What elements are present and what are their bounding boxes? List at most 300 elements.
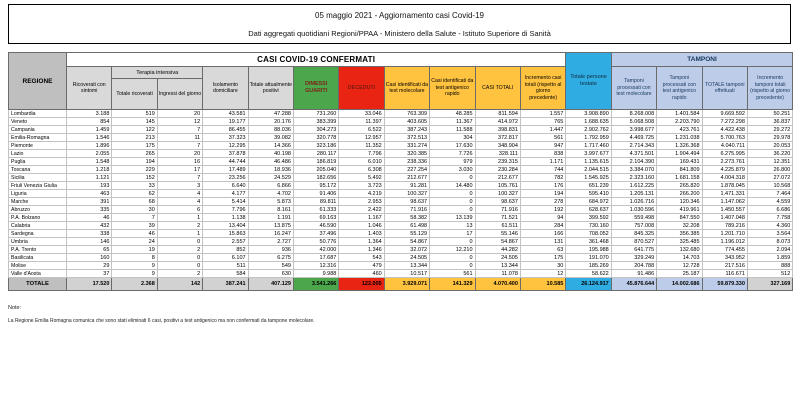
value-cell: 3: [157, 182, 202, 190]
value-cell: 50.251: [747, 110, 792, 118]
value-cell: 48.285: [430, 110, 475, 118]
value-cell: 204.788: [611, 262, 656, 270]
value-cell: 50.776: [293, 238, 338, 246]
value-cell: 1.450.557: [702, 206, 747, 214]
value-cell: 69.163: [293, 214, 338, 222]
value-cell: 166: [520, 230, 565, 238]
value-cell: 391: [67, 198, 112, 206]
value-cell: 20.176: [248, 118, 293, 126]
value-cell: 1.205.131: [611, 190, 656, 198]
value-cell: 2.273.761: [702, 158, 747, 166]
value-cell: 55.146: [475, 230, 520, 238]
total-value-cell: 122.005: [339, 278, 384, 291]
value-cell: 372.817: [475, 134, 520, 142]
value-cell: 212.677: [384, 174, 429, 182]
value-cell: 33.046: [339, 110, 384, 118]
value-cell: 58.382: [384, 214, 429, 222]
value-cell: 651.239: [566, 182, 611, 190]
value-cell: 227.254: [384, 166, 429, 174]
value-cell: 708.052: [566, 230, 611, 238]
table-row: [9, 206, 793, 214]
value-cell: 559.498: [611, 214, 656, 222]
value-cell: 36.837: [747, 118, 792, 126]
value-cell: 8: [112, 254, 157, 262]
value-cell: 39.082: [248, 134, 293, 142]
value-cell: 4.219: [339, 190, 384, 198]
value-cell: 3.188: [67, 110, 112, 118]
value-cell: 304: [430, 134, 475, 142]
region-name: Campania: [9, 126, 67, 134]
value-cell: 12.351: [747, 158, 792, 166]
value-cell: 789.216: [702, 222, 747, 230]
value-cell: 774.455: [702, 246, 747, 254]
value-cell: 1.326.368: [657, 142, 702, 150]
value-cell: 641.775: [611, 246, 656, 254]
table-row: [9, 174, 793, 182]
value-cell: 1.407.048: [702, 214, 747, 222]
value-cell: 20: [157, 110, 202, 118]
value-cell: 6.275: [248, 254, 293, 262]
value-cell: 176: [520, 182, 565, 190]
value-cell: 266.200: [657, 190, 702, 198]
header-tamponi-group: TAMPONI: [611, 53, 793, 67]
total-value-cell: 141.329: [430, 278, 475, 291]
value-cell: 3.564: [747, 230, 792, 238]
value-cell: 65: [67, 246, 112, 254]
table-row: [9, 182, 793, 190]
value-cell: 7.272.298: [702, 118, 747, 126]
value-cell: 852: [203, 246, 248, 254]
total-value-cell: 3.541.266: [293, 278, 338, 291]
total-value-cell: 387.241: [203, 278, 248, 291]
note-label: Note:: [8, 305, 22, 311]
value-cell: 2.094: [747, 246, 792, 254]
value-cell: 91.406: [293, 190, 338, 198]
header-casi-confermati: CASI COVID-19 CONFERMATI: [67, 53, 566, 67]
table-row: [9, 230, 793, 238]
value-cell: 2.044.515: [566, 166, 611, 174]
value-cell: 46.486: [248, 158, 293, 166]
value-cell: 37.323: [203, 134, 248, 142]
value-cell: 169.431: [657, 158, 702, 166]
region-name: Veneto: [9, 118, 67, 126]
value-cell: 2.953: [339, 198, 384, 206]
value-cell: 30: [112, 206, 157, 214]
value-cell: 1: [157, 214, 202, 222]
value-cell: 12.210: [430, 246, 475, 254]
value-cell: 4: [157, 190, 202, 198]
table-row: [9, 238, 793, 246]
value-cell: 1.878.045: [702, 182, 747, 190]
value-cell: 86.455: [203, 126, 248, 134]
table-row: [9, 166, 793, 174]
value-cell: 763.309: [384, 110, 429, 118]
value-cell: 1.548: [67, 158, 112, 166]
value-cell: 2.727: [248, 238, 293, 246]
value-cell: 1.231.038: [657, 134, 702, 142]
value-cell: 100.327: [475, 190, 520, 198]
value-cell: 205.040: [293, 166, 338, 174]
value-cell: 888: [747, 262, 792, 270]
value-cell: 2.422: [339, 206, 384, 214]
value-cell: 2.104.390: [611, 158, 656, 166]
value-cell: 0: [430, 238, 475, 246]
value-cell: 88.036: [248, 126, 293, 134]
value-cell: 8.268.008: [611, 110, 656, 118]
value-cell: 782: [520, 174, 565, 182]
value-cell: 549: [248, 262, 293, 270]
value-cell: 4.702: [248, 190, 293, 198]
value-cell: 20: [157, 150, 202, 158]
value-cell: 13.139: [430, 214, 475, 222]
total-value-cell: 327.169: [747, 278, 792, 291]
value-cell: 9: [112, 262, 157, 270]
value-cell: 304.273: [293, 126, 338, 134]
table-row: [9, 262, 793, 270]
value-cell: 3.723: [339, 182, 384, 190]
value-cell: 947: [520, 142, 565, 150]
value-cell: 131: [520, 238, 565, 246]
note-text: La Regione Emilia Romagna comunica che sono stati eliminati 6 casi, positivi a test antigenico ma non confermati da tampone molecolare.: [8, 318, 315, 324]
value-cell: 4.004.318: [702, 174, 747, 182]
value-cell: 628.637: [566, 206, 611, 214]
value-cell: 7: [112, 214, 157, 222]
value-cell: 684.972: [566, 198, 611, 206]
value-cell: 3.997.677: [566, 150, 611, 158]
table-row: [9, 246, 793, 254]
header-totale-ricoverati: Totale ricoverati: [112, 79, 157, 110]
region-name: Puglia: [9, 158, 67, 166]
value-cell: 5.700.763: [702, 134, 747, 142]
table-row: [9, 214, 793, 222]
total-value-cell: 45.876.644: [611, 278, 656, 291]
region-name: Piemonte: [9, 142, 67, 150]
value-cell: 854: [67, 118, 112, 126]
value-cell: 399.592: [566, 214, 611, 222]
value-cell: 348.904: [475, 142, 520, 150]
value-cell: 1.401.584: [657, 110, 702, 118]
value-cell: 19: [112, 246, 157, 254]
value-cell: 11.588: [430, 126, 475, 134]
value-cell: 1.471.331: [702, 190, 747, 198]
total-value-cell: 3.929.071: [384, 278, 429, 291]
value-cell: 11.352: [339, 142, 384, 150]
header-casi-molecolare: Casi identificati da test molecolare: [384, 67, 429, 110]
value-cell: 4.177: [203, 190, 248, 198]
value-cell: 19.177: [203, 118, 248, 126]
value-cell: 194: [520, 190, 565, 198]
value-cell: 0: [157, 238, 202, 246]
value-cell: 29.978: [747, 134, 792, 142]
value-cell: 10.568: [747, 182, 792, 190]
header-tamponi-antigenico: Tamponi processati con test antigenico rapido: [657, 67, 702, 110]
value-cell: 403.605: [384, 118, 429, 126]
value-cell: 46: [67, 214, 112, 222]
value-cell: 630: [248, 270, 293, 278]
value-cell: 1.557: [520, 110, 565, 118]
value-cell: 12.295: [203, 142, 248, 150]
value-cell: 0: [430, 262, 475, 270]
region-name: P.A. Bolzano: [9, 214, 67, 222]
total-label: TOTALE: [9, 278, 67, 291]
value-cell: 39: [112, 222, 157, 230]
value-cell: 0: [430, 190, 475, 198]
value-cell: 0: [157, 262, 202, 270]
value-cell: 14.480: [430, 182, 475, 190]
value-cell: 8.073: [747, 238, 792, 246]
value-cell: 1.218: [67, 166, 112, 174]
value-cell: 24.529: [248, 174, 293, 182]
value-cell: 44.744: [203, 158, 248, 166]
value-cell: 7.726: [430, 150, 475, 158]
value-cell: 213: [112, 134, 157, 142]
value-cell: 24: [112, 238, 157, 246]
table-row: [9, 270, 793, 278]
value-cell: 71.916: [384, 206, 429, 214]
value-cell: 17: [157, 166, 202, 174]
table-header: [9, 53, 793, 110]
value-cell: 1.026.716: [611, 198, 656, 206]
value-cell: 44.282: [475, 246, 520, 254]
value-cell: 18.936: [248, 166, 293, 174]
table-row: [9, 110, 793, 118]
value-cell: 331.274: [384, 142, 429, 150]
value-cell: 7.796: [339, 150, 384, 158]
value-cell: 335: [67, 206, 112, 214]
value-cell: 71.916: [475, 206, 520, 214]
region-name: Lombardia: [9, 110, 67, 118]
value-cell: 185.269: [566, 262, 611, 270]
value-cell: 372.513: [384, 134, 429, 142]
covid-data-table: [8, 52, 793, 291]
value-cell: 595.410: [566, 190, 611, 198]
table-row: [9, 150, 793, 158]
total-value-cell: 407.129: [248, 278, 293, 291]
region-name: Toscana: [9, 166, 67, 174]
value-cell: 15.863: [203, 230, 248, 238]
value-cell: 71.521: [475, 214, 520, 222]
value-cell: 460: [339, 270, 384, 278]
value-cell: 361.468: [566, 238, 611, 246]
value-cell: 186.819: [293, 158, 338, 166]
value-cell: 32.072: [384, 246, 429, 254]
value-cell: 239.315: [475, 158, 520, 166]
value-cell: 0: [430, 206, 475, 214]
total-value-cell: 4.070.400: [475, 278, 520, 291]
value-cell: 1.201.710: [702, 230, 747, 238]
value-cell: 2.714.343: [611, 142, 656, 150]
value-cell: 91.486: [611, 270, 656, 278]
value-cell: 841.809: [657, 166, 702, 174]
value-cell: 54.867: [475, 238, 520, 246]
value-cell: 192: [520, 206, 565, 214]
value-cell: 870.527: [611, 238, 656, 246]
value-cell: 14.366: [248, 142, 293, 150]
value-cell: 217.516: [702, 262, 747, 270]
value-cell: 16: [157, 158, 202, 166]
region-name: Liguria: [9, 190, 67, 198]
value-cell: 6: [157, 206, 202, 214]
header-totale-tamponi: TOTALE tamponi effettuati: [702, 67, 747, 110]
value-cell: 20.053: [747, 142, 792, 150]
region-name: Umbria: [9, 238, 67, 246]
value-cell: 432: [67, 222, 112, 230]
value-cell: 328.111: [475, 150, 520, 158]
value-cell: 1.688.635: [566, 118, 611, 126]
value-cell: 4.371.501: [611, 150, 656, 158]
value-cell: 847.550: [657, 214, 702, 222]
value-cell: 12: [520, 270, 565, 278]
value-cell: 1.167: [339, 214, 384, 222]
value-cell: 43.581: [203, 110, 248, 118]
value-cell: 47.288: [248, 110, 293, 118]
table-row: [9, 134, 793, 142]
value-cell: 11.078: [475, 270, 520, 278]
region-name: Emilia-Romagna: [9, 134, 67, 142]
value-cell: 13.875: [248, 222, 293, 230]
value-cell: 414.972: [475, 118, 520, 126]
region-name: Sicilia: [9, 174, 67, 182]
value-cell: 5.068.508: [611, 118, 656, 126]
value-cell: 320.385: [384, 150, 429, 158]
value-cell: 479: [339, 262, 384, 270]
report-subtitle: Dati aggregati quotidiani Regioni/PPAA - Ministero della Salute - Istituto Superiore di Sanità: [248, 29, 551, 38]
value-cell: 4.225.879: [702, 166, 747, 174]
value-cell: 1.545.925: [566, 174, 611, 182]
value-cell: 1: [157, 230, 202, 238]
value-cell: 2: [157, 246, 202, 254]
value-cell: 33: [112, 182, 157, 190]
value-cell: 36.220: [747, 150, 792, 158]
value-cell: 6.107: [203, 254, 248, 262]
value-cell: 561: [430, 270, 475, 278]
value-cell: 27.072: [747, 174, 792, 182]
value-cell: 105.761: [475, 182, 520, 190]
header-deceduti: DECEDUTI: [339, 67, 384, 110]
value-cell: 2.055: [67, 150, 112, 158]
region-name: Marche: [9, 198, 67, 206]
value-cell: 1.792.959: [566, 134, 611, 142]
value-cell: 122: [112, 126, 157, 134]
value-cell: 11.367: [430, 118, 475, 126]
value-cell: 40.198: [248, 150, 293, 158]
value-cell: 543: [339, 254, 384, 262]
value-cell: 12: [157, 118, 202, 126]
value-cell: 1.447: [520, 126, 565, 134]
value-cell: 25.187: [657, 270, 702, 278]
value-cell: 24.505: [475, 254, 520, 262]
value-cell: 1.717.460: [566, 142, 611, 150]
value-cell: 9.988: [293, 270, 338, 278]
value-cell: 4.469.725: [611, 134, 656, 142]
value-cell: 845.325: [611, 230, 656, 238]
value-cell: 1.147.062: [702, 198, 747, 206]
total-value-cell: 142: [157, 278, 202, 291]
value-cell: 757.008: [611, 222, 656, 230]
value-cell: 325.485: [657, 238, 702, 246]
value-cell: 11.397: [339, 118, 384, 126]
value-cell: 24.505: [384, 254, 429, 262]
header-terapia-intensiva: Terapia intensiva: [112, 67, 203, 79]
value-cell: 4.559: [747, 198, 792, 206]
table-row: [9, 254, 793, 262]
header-incremento-casi: Incremento casi totali (rispetto al giorno precedente): [520, 67, 565, 110]
value-cell: 182.656: [293, 174, 338, 182]
value-cell: 423.761: [657, 126, 702, 134]
value-cell: 3.030: [430, 166, 475, 174]
value-cell: 175: [112, 142, 157, 150]
value-cell: 7: [157, 142, 202, 150]
title-box: [8, 4, 791, 44]
region-name: Sardegna: [9, 230, 67, 238]
value-cell: 1.196.012: [702, 238, 747, 246]
region-name: Basilicata: [9, 254, 67, 262]
value-cell: 4.422.438: [702, 126, 747, 134]
value-cell: 13.404: [203, 222, 248, 230]
region-name: Lazio: [9, 150, 67, 158]
value-cell: 1.896: [67, 142, 112, 150]
table-body: [9, 110, 793, 278]
value-cell: 212.677: [475, 174, 520, 182]
value-cell: 46: [112, 230, 157, 238]
header-incremento-tamponi: Incremento tamponi totali (rispetto al giorno precedente): [747, 67, 792, 110]
value-cell: 14.703: [657, 254, 702, 262]
value-cell: 278: [520, 198, 565, 206]
value-cell: 338: [67, 230, 112, 238]
table-row: [9, 222, 793, 230]
table-footer: [9, 278, 793, 291]
value-cell: 280.117: [293, 150, 338, 158]
value-cell: 511: [203, 262, 248, 270]
value-cell: 32.208: [657, 222, 702, 230]
value-cell: 731.260: [293, 110, 338, 118]
value-cell: 1.681.158: [657, 174, 702, 182]
value-cell: 30: [520, 262, 565, 270]
value-cell: 3.384.070: [611, 166, 656, 174]
value-cell: 6.275.995: [702, 150, 747, 158]
value-cell: 120.346: [657, 198, 702, 206]
value-cell: 23.256: [203, 174, 248, 182]
value-cell: 54.867: [384, 238, 429, 246]
value-cell: 1.346: [339, 246, 384, 254]
header-regione: REGIONE: [9, 53, 67, 110]
value-cell: 811.594: [475, 110, 520, 118]
value-cell: 383.399: [293, 118, 338, 126]
value-cell: 146: [67, 238, 112, 246]
value-cell: 4: [157, 198, 202, 206]
table-row: [9, 198, 793, 206]
value-cell: 1.904.494: [657, 150, 702, 158]
table-row: [9, 118, 793, 126]
header-isolamento: Isolamento domiciliare: [203, 67, 248, 110]
value-cell: 1.612.225: [611, 182, 656, 190]
value-cell: 284: [520, 222, 565, 230]
value-cell: 4.360: [747, 222, 792, 230]
value-cell: 765: [520, 118, 565, 126]
region-name: Friuli Venezia Giulia: [9, 182, 67, 190]
value-cell: 68: [112, 198, 157, 206]
value-cell: 193: [67, 182, 112, 190]
value-cell: 2.902.762: [566, 126, 611, 134]
value-cell: 6.308: [339, 166, 384, 174]
value-cell: 1.135.615: [566, 158, 611, 166]
value-cell: 4.040.711: [702, 142, 747, 150]
value-cell: 195.988: [566, 246, 611, 254]
value-cell: 2: [157, 270, 202, 278]
value-cell: 1.138: [203, 214, 248, 222]
value-cell: 5.414: [203, 198, 248, 206]
header-persone-testate: Totale persone testate: [566, 53, 611, 110]
